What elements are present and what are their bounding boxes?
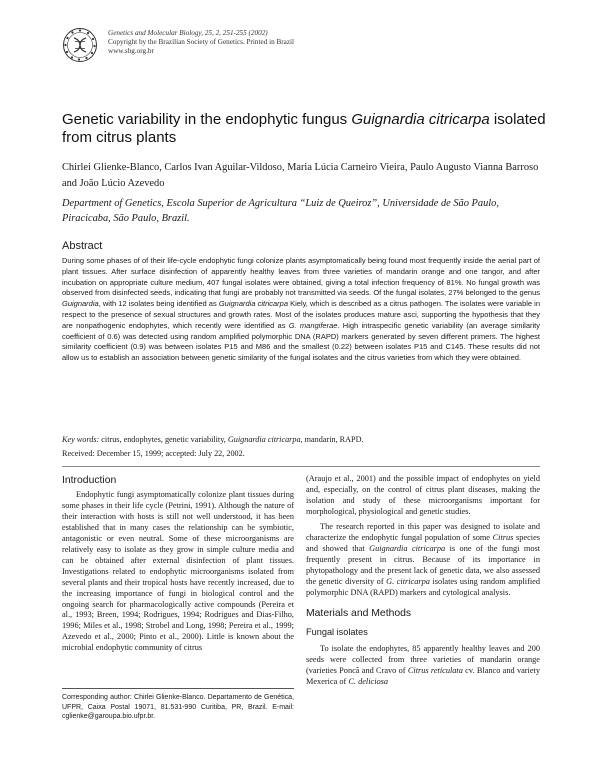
methods-heading: Materials and Methods (306, 608, 412, 620)
abstract-text: . High intraspecific genetic variability (an average similarity coefficient of 0.6) was detected using random amplified polymorphic DNA (RAPD) markers generated by seven different primers. The highest similarity coefficient (0.9) was between isolates P15 and M86 and the smallest (0.22) between isolates P15 and C145. These results did not allow us to establish an association between genetic similarity of the fungal isolates and the citrus varieties from which they were obtained. (62, 320, 540, 363)
title-lead: Genetic variability in the endophytic fungus (62, 111, 352, 128)
keywords (62, 434, 540, 445)
paragraph-text: species and showed that (306, 532, 540, 553)
keywords-text: , mandarin, RAPD. (300, 435, 364, 444)
species-name: C. deliciosa (348, 677, 389, 687)
intro-aims-paragraph (306, 522, 540, 599)
abstract-text: During some phases of of their life-cycle endophytic fungi colonize plants asymptomatically being found most frequently inside the aerial part of plant tissues. After surface disinfection of apparently healthy leaves from three varieties of mandarin orange and one tangor, and after incubation on appropriate culture medium, 407 fungal isolates were obtained, giving a total infection frequency of 81%. No fungal growth was observed from disinfected seeds, indicating that fungi are probably not transmitted via seeds. Of the fungal isolates, 27% belonged to the genus (62, 256, 540, 298)
abstract-text: Kiely, which is described as a citrus pathogen. The isolates were variable in respect to the presence of sexual structures and growth rates. Most of the isolates produces mature asci, supporting the hypothesis that they are nonpathogenic endophytes, which recently were identified as (62, 299, 540, 330)
affiliation: Department of Genetics, Escola Superior de Agricultura “Luiz de Queiroz”, Universidade de São Paulo, Piracicaba, São Paulo, Brazil. (62, 198, 499, 224)
footnote-divider (62, 688, 294, 689)
abstract-body (62, 256, 540, 364)
paragraph-text: The research reported in this paper was designed to isolate and characterize the endophytic fungal population of some (306, 521, 540, 542)
paragraph-text: isolates using random amplified polymorphic DNA (RAPD) markers and cytological analysis. (306, 576, 540, 597)
keywords-species: Guignardia citricarpa (227, 435, 301, 444)
abstract-text: , with 12 isolates being identified as (98, 299, 219, 309)
fungal-isolates-subheading: Fungal isolates (306, 627, 368, 638)
methods-paragraph (306, 644, 540, 688)
keywords-text: citrus, endophytes, genetic variability, (99, 435, 228, 444)
abstract-species: G. mangiferae (288, 320, 338, 330)
abstract-heading: Abstract (62, 240, 103, 252)
corresponding-author-note: Corresponding author: Chirlei Glienke-Blanco. Departamento de Genética, UFPR, Caixa Postal 19071, 81.531-990 Curitiba, PR, Brazil. E-mail: cglienke@garoupa.bio.ufpr.br. (62, 694, 294, 721)
title-trail: isolated from citrus plants (62, 111, 546, 146)
species-name: Citrus reticulata (407, 666, 463, 676)
received-dates: Received: December 15, 1999; accepted: July 22, 2002. (62, 449, 245, 458)
introduction-heading: Introduction (62, 475, 117, 486)
species-name: Guignardia citricarpa (369, 543, 446, 553)
abstract-species: Guignardia citricarpa (218, 299, 289, 309)
left-column (62, 474, 294, 654)
title-species: Guignardia citricarpa (351, 111, 490, 128)
abstract-genus: Guignardia (62, 299, 99, 309)
paper-title (62, 111, 552, 147)
paragraph-text: cv. Blanco and variety Mexerica of (306, 666, 540, 687)
society-seal-icon (62, 27, 98, 63)
species-name: G. citricarpa (386, 576, 430, 586)
section-divider (62, 466, 540, 467)
right-column (306, 474, 540, 688)
paragraph-text: To isolate the endophytes, 85 apparently healthy leaves and 200 seeds were collected from three varieties of mandarin orange (varieties Poncã and Cravo of (306, 644, 540, 676)
journal-citation: Genetics and Molecular Biology, 25, 2, 251-255 (2002) (108, 29, 268, 37)
copyright-line: Copyright by the Brazilian Society of Genetics. Printed in Brazil (108, 38, 295, 46)
keywords-label: Key words: (62, 435, 100, 444)
author-list: Chirlei Glienke-Blanco, Carlos Ivan Aguilar-Vildoso, Maria Lúcia Carneiro Vieira, Paulo Augusto Vianna Barroso and João Lúcio Azevedo (62, 162, 539, 189)
paragraph-text: is one of the fungi most frequently present in citrus. Because of its importance in phytopathology and the present lack of genetic data, we also assessed the genetic diversity of (306, 543, 540, 586)
intro-continued-paragraph: (Araujo et al., 2001) and the possible impact of endophytes on yield and, especially, on the control of citrus plant diseases, making the isolation and study of these microorganisms important for morphological, physiological and genetic studies. (306, 474, 540, 516)
genus-name: Citrus (492, 532, 514, 542)
introduction-paragraph: Endophytic fungi asymptomatically colonize plant tissues during some phases in their life cycle (Petrini, 1991). Although the nature of their interaction with hosts is still not well understood, it has been established that in many cases the relationship can be symbiotic, antagonistic or even neutral. Some of these microorganisms are relatively easy to isolate as they grow in simple culture media and can be obtained after external disinfection of plant tissues. Investigations related to endophytic microorganisms isolated from several plants and their tropical hosts have recently increased, due to the increasing importance of fungi in biological control and the ongoing search for pharmacologically active compounds (Pereira et al., 1993; Breen, 1994; Rodrigues, 1994; Rodrigues and Dias-Filho, 1996; Miles et al., 1998; Strobel and Long, 1998; Pereira et al., 1999; Azevedo et al., 2000; Pinto et al., 2000). Little is known about the microbial endophytic community of citrus (62, 490, 294, 653)
journal-url: www.sbg.org.br (108, 47, 154, 55)
